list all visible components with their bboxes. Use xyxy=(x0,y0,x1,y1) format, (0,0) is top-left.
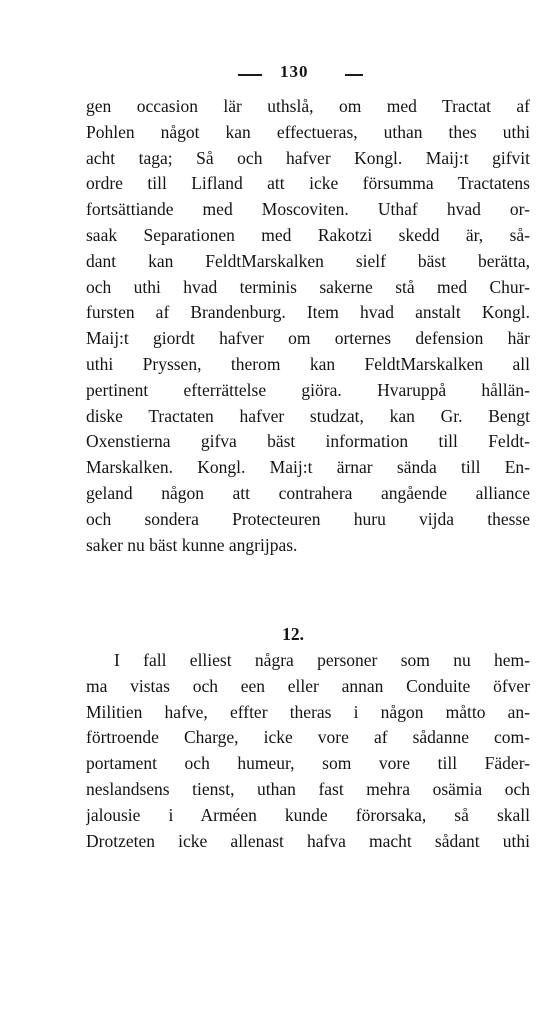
page-number: 130 xyxy=(280,62,309,81)
paragraph-2 xyxy=(86,648,530,854)
text-line: neslandsens tienst, uthan fast mehra osämia och xyxy=(86,778,530,799)
text-line: och uthi hvad terminis sakerne stå med Chur- xyxy=(86,276,530,297)
text-line: fortsättiande med Moscoviten. Uthaf hvad or- xyxy=(86,199,530,220)
page-header xyxy=(0,62,560,86)
text-line: Militien hafve, effter theras i någon måtto an- xyxy=(86,701,530,722)
text-line: jalousie i Arméen kunde förorsaka, så skall xyxy=(86,804,530,825)
text-line: gen occasion lär uthslå, om med Tractat af xyxy=(86,96,530,116)
text-line: geland någon att contrahera angående alliance xyxy=(86,482,530,503)
text-line: portament och humeur, som vore till Fäder- xyxy=(86,753,530,774)
header-dash-left xyxy=(238,74,262,76)
text-line: pertinent efterrättelse giöra. Hvaruppå hållän- xyxy=(86,379,530,400)
text-line: uthi Pryssen, therom kan FeldtMarskalken all xyxy=(86,353,530,374)
text-line: acht taga; Så och hafver Kongl. Maij:t gifvit xyxy=(86,147,530,168)
text-line: ordre till Lifland att icke försumma Tractatens xyxy=(86,173,530,194)
paragraph-1 xyxy=(86,94,530,558)
text-line: Marskalken. Kongl. Maij:t ärnar sända till En- xyxy=(86,457,530,478)
text-line: saak Separationen med Rakotzi skedd är, så- xyxy=(86,224,530,245)
text-line: Pohlen något kan effectueras, uthan thes uthi xyxy=(86,121,530,142)
text-line: Drotzeten icke allenast hafva macht sådant uthi xyxy=(86,830,530,851)
header-dash-right xyxy=(345,74,363,76)
text-line: dant kan FeldtMarskalken sielf bäst berätta, xyxy=(86,250,530,271)
text-line: och sondera Protecteuren huru vijda thesse xyxy=(86,508,530,529)
section-number: 12. xyxy=(282,624,304,644)
text-line: ma vistas och een eller annan Conduite öfver xyxy=(86,675,530,696)
text-line: diske Tractaten hafver studzat, kan Gr. Bengt xyxy=(86,405,530,426)
text-line: Oxenstierna gifva bäst information till Feldt- xyxy=(86,431,530,452)
text-line: Maij:t giordt hafver om orternes defension här xyxy=(86,328,530,349)
text-line: I fall elliest några personer som nu hem- xyxy=(114,650,530,670)
text-line: fursten af Brandenburg. Item hvad anstalt Kongl. xyxy=(86,302,530,323)
text-line: förtroende Charge, icke vore af sådanne com- xyxy=(86,727,530,748)
text-line: saker nu bäst kunne angrijpas. xyxy=(86,534,298,555)
